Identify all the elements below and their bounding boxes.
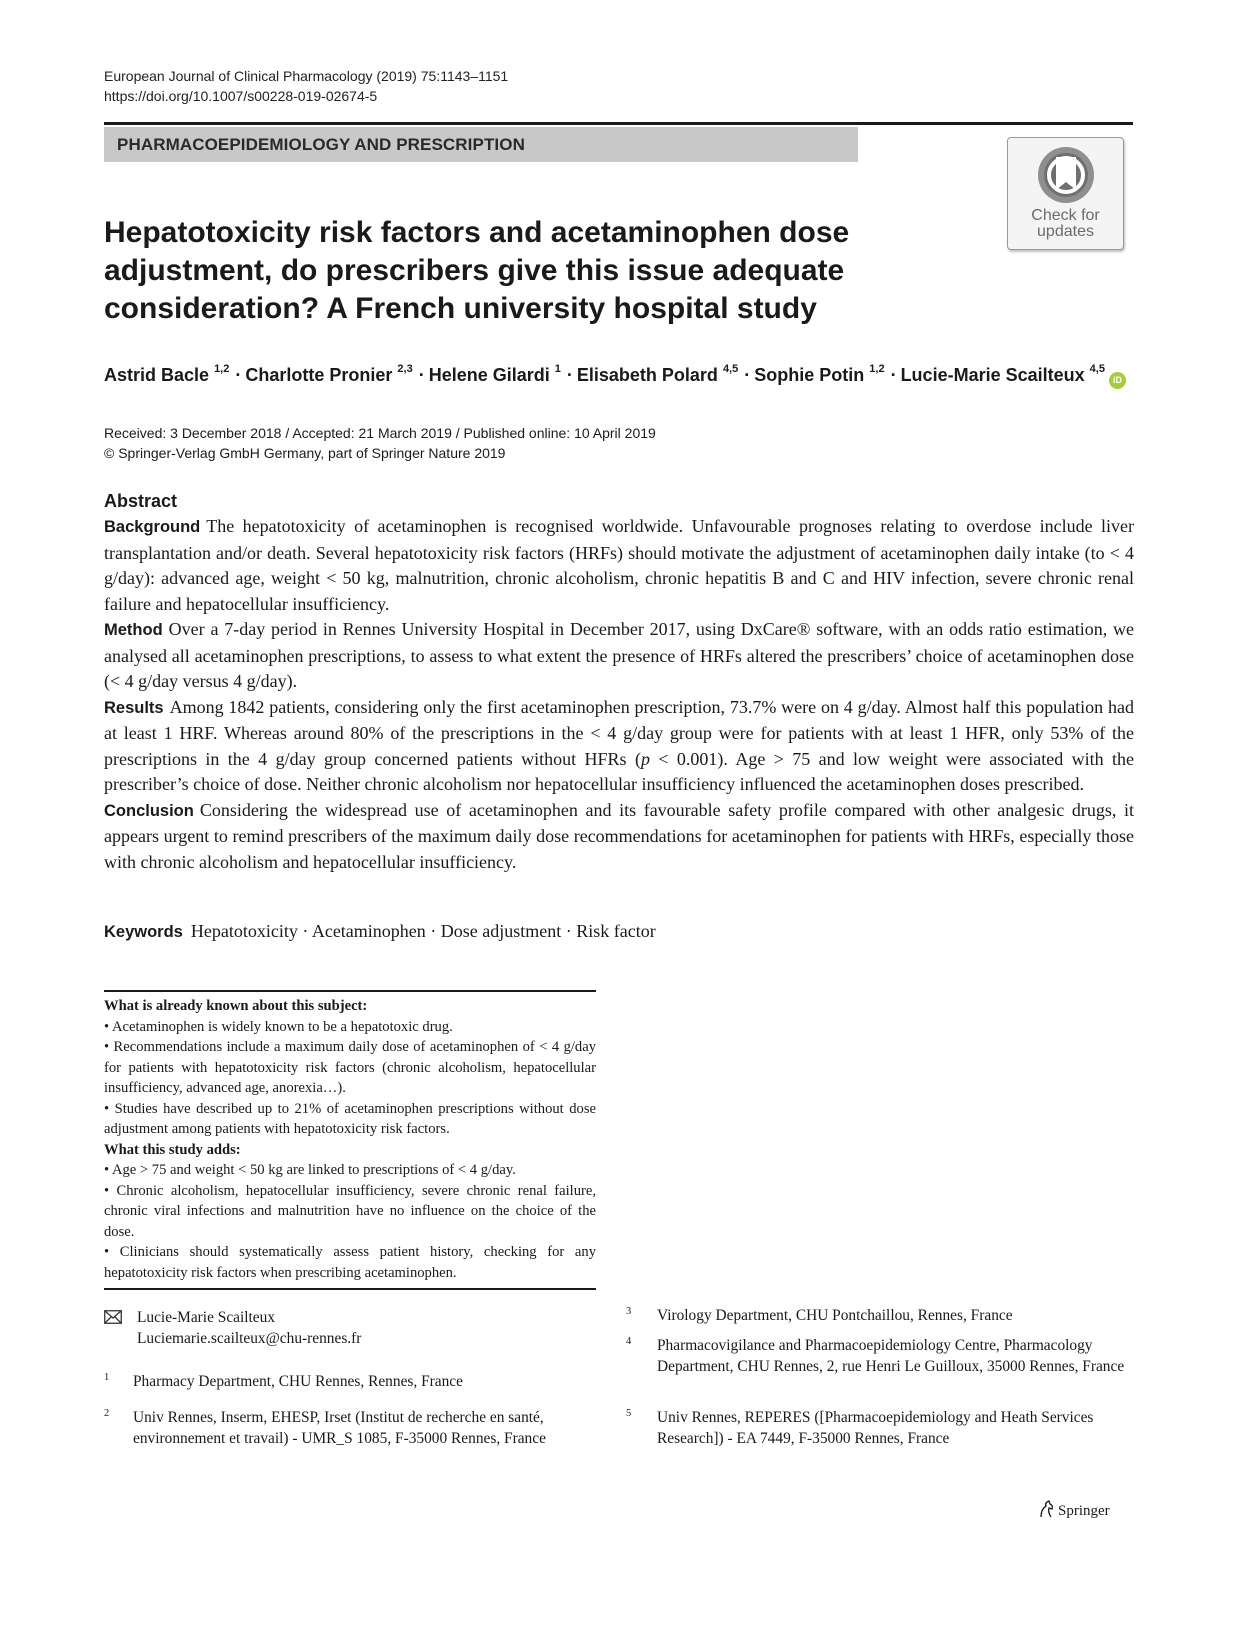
springer-horse-icon [1038,1500,1054,1518]
author[interactable]: Helene Gilardi $^1$ [428,363,561,385]
affiliation-number: 2 [104,1408,110,1419]
results-text-cont: < 0.001). Age > 75 and low weight were associated with the prescriber’s choice of dose. Neither chronic alcoholism nor hepatocellular insufficiency influenced the acetaminophen doses prescribed. [104,748,1134,794]
header-rule [104,122,1133,125]
affiliation-text: Virology Department, CHU Pontchaillou, Rennes, France [657,1307,1013,1324]
author-list: Astrid Bacle $^{1,2}$ · Charlotte Pronier $^{2,3}$ · Helene Gilardi $^1$ · Elisabeth Polard $^{4,5}$ · Sophie Potin $^{1,2}$ · Lucie-Marie Scailteux $^{4,5}$iD [104,358,1134,389]
email-link[interactable]: Luciemarie.scailteux@chu-rennes.fr [137,1329,362,1347]
check-for-updates-badge[interactable] [1007,137,1124,250]
author[interactable]: Lucie-Marie Scailteux $^{4,5}$ [900,363,1105,385]
keywords-label: Keywords [104,923,183,941]
article-title: Hepatotoxicity risk factors and acetaminophen dose adjustment, do prescribers give this issue adequate consideration? A French university hospital study [104,216,850,325]
correspondence [104,1308,361,1349]
abstract-heading: Abstract [104,491,178,511]
abstract-conclusion [104,798,1134,876]
abstract-method [104,617,1134,695]
affiliation [626,1408,1126,1449]
author[interactable]: Sophie Potin $^{1,2}$ [754,363,885,385]
publisher-name: Springer [1058,1503,1110,1519]
results-text: Among 1842 patients, considering only the first acetaminophen prescription, 73.7% were on 4 g/day. Almost half this population had at least 1 HRF. Whereas around 80% of the prescriptions in the < 4 g/day group were for patients with at least 1 HFR, only 53% of the prescriptions in the 4 g/day group concerned patients without HFRs ( [104,696,1134,769]
doi-link[interactable]: https://doi.org/10.1007/s00228-019-02674-5 [104,88,378,104]
section-banner: PHARMACOEPIDEMIOLOGY AND PRESCRIPTION [104,127,858,162]
adds-item: • Age > 75 and weight < 50 kg are linked to prescriptions of < 4 g/day. [104,1162,516,1178]
affiliation-text: Pharmacovigilance and Pharmacoepidemiology Centre, Pharmacology Department, CHU Rennes, 2, rue Henri Le Guilloux, 35000 Rennes, France [657,1337,1125,1375]
adds-item: • Clinicians should systematically assess patient history, checking for any hepatotoxicity risk factors when prescribing acetaminophen. [104,1244,596,1281]
key-points-box [104,990,596,1290]
abstract [104,488,1134,875]
known-item: • Acetaminophen is widely known to be a hepatotoxic drug. [104,1018,453,1035]
bookmark-icon [1036,145,1096,205]
check-updates-line1: Check for [1031,207,1100,224]
p-value-symbol: p [640,748,650,769]
affiliation-text: Pharmacy Department, CHU Rennes, Rennes, France [133,1373,463,1390]
author[interactable]: Astrid Bacle $^{1,2}$ [104,363,230,385]
known-item: • Studies have described up to 21% of acetaminophen prescriptions without dose adjustment among patients with hepatotoxicity risk factors. [104,1100,596,1137]
journal-citation: European Journal of Clinical Pharmacology (2019) 75:1143–1151 [104,68,509,84]
keywords-text: Hepatotoxicity · Acetaminophen · Dose adjustment · Risk factor [190,921,656,941]
orcid-icon[interactable]: iD [1109,372,1126,389]
keywords [104,918,656,945]
method-text: Over a 7-day period in Rennes University Hospital in December 2017, using DxCare® software, with an odds ratio estimation, we analysed all acetaminophen prescriptions, to assess to what extent the presence of HRFs altered the prescribers’ choice of acetaminophen dose (< 4 g/day versus 4 g/day). [104,619,1134,691]
publication-dates [104,423,656,463]
affiliation-number: 1 [104,1372,110,1383]
corresponding-author: Lucie-Marie Scailteux [137,1309,276,1326]
author[interactable]: Charlotte Pronier $^{2,3}$ [245,363,413,385]
affiliation-text: Univ Rennes, REPERES ([Pharmacoepidemiology and Heath Services Research]) - EA 7449, F-35000 Rennes, France [657,1409,1094,1447]
affiliation [104,1372,596,1393]
affiliation [104,1408,596,1449]
results-label: Results [104,698,164,717]
dates-line: Received: 3 December 2018 / Accepted: 21 March 2019 / Published online: 10 April 2019 [104,425,656,441]
affiliation-text: Univ Rennes, Inserm, EHESP, Irset (Institut de recherche en santé, environnement et travail) - UMR_S 1085, F-35000 Rennes, France [133,1409,546,1447]
background-text: The hepatotoxicity of acetaminophen is recognised worldwide. Unfavourable prognoses relating to overdose include liver transplantation and/or death. Several hepatotoxicity risk factors (HRFs) should motivate the adjustment of acetaminophen daily intake (to < 4 g/day): advanced age, weight < 50 kg, malnutrition, chronic alcoholism, chronic hepatitis B and C and HIV infection, severe chronic renal failure and hepatocellular insufficiency. [104,516,1134,614]
affiliation [626,1306,1126,1327]
adds-heading: What this study adds: [104,1141,241,1158]
publisher-logo [1038,1500,1110,1520]
envelope-icon [104,1310,122,1324]
abstract-background [104,514,1134,617]
background-label: Background [104,518,201,536]
known-item: • Recommendations include a maximum daily dose of acetaminophen of < 4 g/day for patients with hepatotoxicity risk factors (chronic alcoholism, hepatocellular insufficiency, advanced age, anorexia…). [104,1039,596,1096]
known-heading: What is already known about this subject: [104,998,368,1014]
copyright-line: © Springer-Verlag GmbH Germany, part of Springer Nature 2019 [104,445,506,461]
affiliation-number: 4 [626,1336,632,1347]
abstract-results [104,695,1134,798]
author[interactable]: Elisabeth Polard $^{4,5}$ [576,363,739,385]
affiliation-number: 3 [626,1306,632,1317]
method-label: Method [104,621,163,639]
conclusion-text: Considering the widespread use of acetaminophen and its favourable safety profile compared with other analgesic drugs, it appears urgent to remind prescribers of the maximum daily dose recommendations for acetaminophen for patients with HRFs, especially those with chronic alcoholism and hepatocellular insufficiency. [104,799,1134,872]
affiliation-number: 5 [626,1408,632,1419]
journal-header [104,66,508,106]
conclusion-label: Conclusion [104,801,194,820]
check-updates-line2: updates [1037,223,1094,240]
affiliation [626,1336,1126,1377]
adds-item: • Chronic alcoholism, hepatocellular insufficiency, severe chronic renal failure, chronic viral infections and malnutrition have no influence on the choice of the dose. [104,1182,596,1240]
